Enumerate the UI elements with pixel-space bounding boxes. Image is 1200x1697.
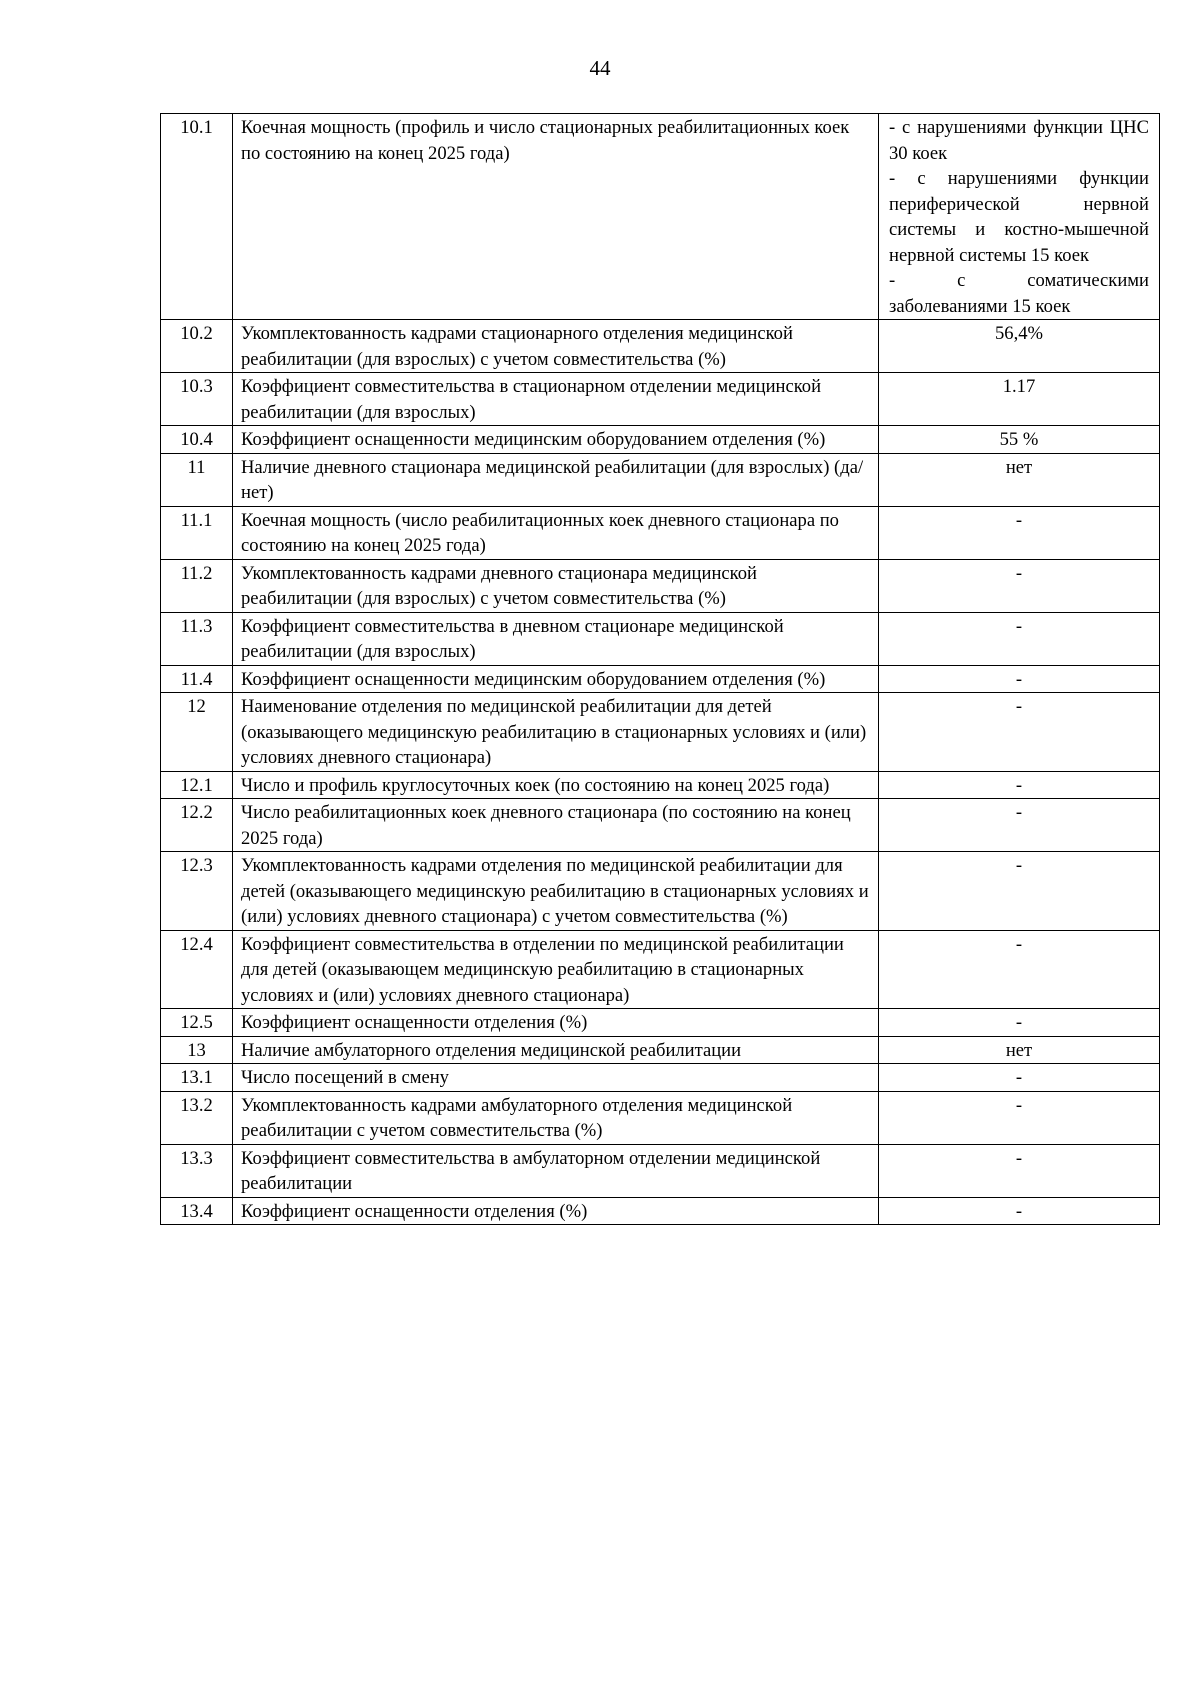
row-value: нет [879,1036,1160,1064]
table-row [161,559,1160,612]
row-description: Укомплектованность кадрами отделения по медицинской реабилитации для детей (оказывающего медицинскую реабилитацию в стационарных условиях и (или) условиях дневного стационара) с учетом совместительства (%) [233,852,879,931]
row-value: - [879,771,1160,799]
row-value: 55 % [879,426,1160,454]
row-value: - [879,930,1160,1009]
row-number: 10.4 [161,426,233,454]
table-row [161,771,1160,799]
page-number: 44 [589,56,611,80]
row-number: 11 [161,453,233,506]
table-row [161,665,1160,693]
row-description: Укомплектованность кадрами стационарного отделения медицинской реабилитации (для взрослых) с учетом совместительства (%) [233,320,879,373]
row-description: Укомплектованность кадрами дневного стационара медицинской реабилитации (для взрослых) с учетом совместительства (%) [233,559,879,612]
row-value: - [879,665,1160,693]
row-description: Наличие амбулаторного отделения медицинской реабилитации [233,1036,879,1064]
table-row [161,1064,1160,1092]
row-number: 11.3 [161,612,233,665]
table-row [161,453,1160,506]
table-row [161,1009,1160,1037]
row-value: - [879,612,1160,665]
row-number: 12.1 [161,771,233,799]
table-row [161,114,1160,320]
value-line: - с нарушениями функции периферической нервной системы и костно-мышечной нервной системы 15 коек [889,168,1149,266]
table-row [161,799,1160,852]
row-number: 13 [161,1036,233,1064]
row-value: нет [879,453,1160,506]
row-description: Число реабилитационных коек дневного стационара (по состоянию на конец 2025 года) [233,799,879,852]
row-description: Коэффициент оснащенности отделения (%) [233,1009,879,1037]
row-description: Наличие дневного стационара медицинской реабилитации (для взрослых) (да/нет) [233,453,879,506]
row-number: 11.4 [161,665,233,693]
value-line: - с соматическими заболеваниями 15 коек [889,270,1149,317]
table-row [161,852,1160,931]
row-value [879,114,1160,320]
table-row [161,426,1160,454]
table-row [161,1091,1160,1144]
row-value: 56,4% [879,320,1160,373]
row-description: Наименование отделения по медицинской реабилитации для детей (оказывающего медицинскую реабилитацию в стационарных условиях и (или) условиях дневного стационара) [233,693,879,772]
row-description: Коэффициент оснащенности медицинским оборудованием отделения (%) [233,426,879,454]
row-number: 10.1 [161,114,233,320]
table-row [161,930,1160,1009]
table-row [161,506,1160,559]
row-description: Коэффициент оснащенности отделения (%) [233,1197,879,1225]
row-description: Число посещений в смену [233,1064,879,1092]
row-number: 11.1 [161,506,233,559]
row-description: Коэффициент оснащенности медицинским оборудованием отделения (%) [233,665,879,693]
row-number: 10.2 [161,320,233,373]
table-row [161,1036,1160,1064]
value-line: - с нарушениями функции ЦНС 30 коек [889,117,1149,164]
row-number: 13.4 [161,1197,233,1225]
row-value: - [879,1197,1160,1225]
row-value: - [879,506,1160,559]
row-description: Число и профиль круглосуточных коек (по состоянию на конец 2025 года) [233,771,879,799]
row-number: 13.2 [161,1091,233,1144]
row-description: Коэффициент совместительства в отделении по медицинской реабилитации для детей (оказывающем медицинскую реабилитацию в стационарных условиях и (или) условиях дневного стационара) [233,930,879,1009]
row-value: - [879,852,1160,931]
row-value: - [879,559,1160,612]
indicators-table [160,113,1160,1225]
row-value: - [879,799,1160,852]
row-number: 12.5 [161,1009,233,1037]
table-row [161,1144,1160,1197]
table-row [161,693,1160,772]
row-description: Коэффициент совместительства в амбулаторном отделении медицинской реабилитации [233,1144,879,1197]
table-row [161,373,1160,426]
row-number: 12 [161,693,233,772]
row-number: 10.3 [161,373,233,426]
row-number: 11.2 [161,559,233,612]
row-value: - [879,1064,1160,1092]
row-number: 12.2 [161,799,233,852]
row-number: 13.1 [161,1064,233,1092]
table-row [161,612,1160,665]
row-value: 1.17 [879,373,1160,426]
row-value: - [879,1009,1160,1037]
table-row [161,1197,1160,1225]
table-row [161,320,1160,373]
row-description: Укомплектованность кадрами амбулаторного отделения медицинской реабилитации с учетом совместительства (%) [233,1091,879,1144]
row-number: 12.3 [161,852,233,931]
row-description: Коечная мощность (профиль и число стационарных реабилитационных коек по состоянию на конец 2025 года) [233,114,879,320]
row-value: - [879,1091,1160,1144]
row-description: Коэффициент совместительства в дневном стационаре медицинской реабилитации (для взрослых) [233,612,879,665]
row-number: 12.4 [161,930,233,1009]
row-value: - [879,1144,1160,1197]
row-number: 13.3 [161,1144,233,1197]
row-description: Коэффициент совместительства в стационарном отделении медицинской реабилитации (для взрослых) [233,373,879,426]
row-value: - [879,693,1160,772]
row-description: Коечная мощность (число реабилитационных коек дневного стационара по состоянию на конец 2025 года) [233,506,879,559]
